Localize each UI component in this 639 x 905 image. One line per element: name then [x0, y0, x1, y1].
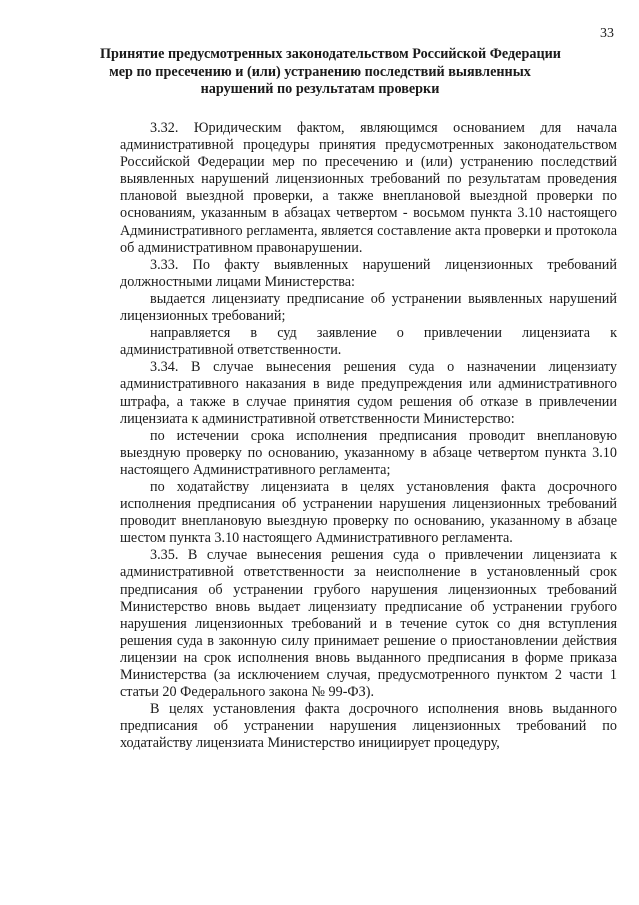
paragraph-3-34-item-2: по ходатайству лицензиата в целях установления факта досрочного исполнения предписания об устранении нарушения лицензионных требований проводит внеплановую выездную проверку по основанию, указанному в абзаце шестом пункта 3.10 настоящего Административного регламента. — [120, 478, 617, 547]
paragraph-3-34: 3.34. В случае вынесения решения суда о назначении лицензиату административного наказания в виде предупреждения или административного штрафа, а также в случае принятия судом решения об отказе в привлечении лицензиата к административной ответственности Министерство: — [120, 359, 617, 427]
section-title — [100, 46, 561, 99]
paragraph-3-34-item-1: по истечении срока исполнения предписания проводит внеплановую выездную проверку по основанию, указанному в абзаце четвертом пункта 3.10 настоящего Административного регламента; — [120, 427, 617, 478]
paragraph-3-33-item-2: направляется в суд заявление о привлечении лицензиата к административной ответственности. — [120, 325, 617, 359]
paragraph-3-35-continuation: В целях установления факта досрочного исполнения вновь выданного предписания об устранении нарушения лицензионных требований по ходатайству лицензиата Министерство инициирует процедуру, — [120, 701, 617, 752]
page-number: 33 — [600, 26, 614, 41]
document-body — [120, 120, 617, 752]
section-title-line: Принятие предусмотренных законодательством Российской Федерации — [100, 46, 561, 62]
paragraph-3-35: 3.35. В случае вынесения решения суда о привлечении лицензиата к административной ответственности за неисполнение в установленный срок предписания об устранении грубого нарушения лицензионных требований Министерство вновь выдает лицензиату предписание об устранении грубого нарушения лицензионных требований и в течение суток со дня вступления решения суда в законную силу принимает решение о приостановлении действия лицензии на срок исполнения вновь выданного предписания в форме приказа Министерства (за исключением случая, предусмотренного пунктом 2 части 1 статьи 20 Федерального закона № 99-ФЗ). — [120, 547, 617, 701]
section-title-line: нарушений по результатам проверки — [200, 81, 440, 97]
paragraph-3-33: 3.33. По факту выявленных нарушений лицензионных требований должностными лицами Министерства: — [120, 256, 617, 290]
section-title-line: мер по пресечению и (или) устранению последствий выявленных — [109, 63, 531, 80]
paragraph-3-32: 3.32. Юридическим фактом, являющимся основанием для начала административной процедуры принятия предусмотренных законодательством Российской Федерации мер по пресечению и (или) устранению последствий выявленных нарушений лицензионных требований по результатам проведения плановой выездной проверки, а также внеплановой выездной проверки по основаниям, указанным в абзацах четвертом - восьмом пункта 3.10 настоящего Административного регламента, является составление акта проверки и протокола об административном правонарушении. — [120, 120, 617, 256]
paragraph-3-33-item-1: выдается лицензиату предписание об устранении выявленных нарушений лицензионных требований; — [120, 290, 617, 325]
